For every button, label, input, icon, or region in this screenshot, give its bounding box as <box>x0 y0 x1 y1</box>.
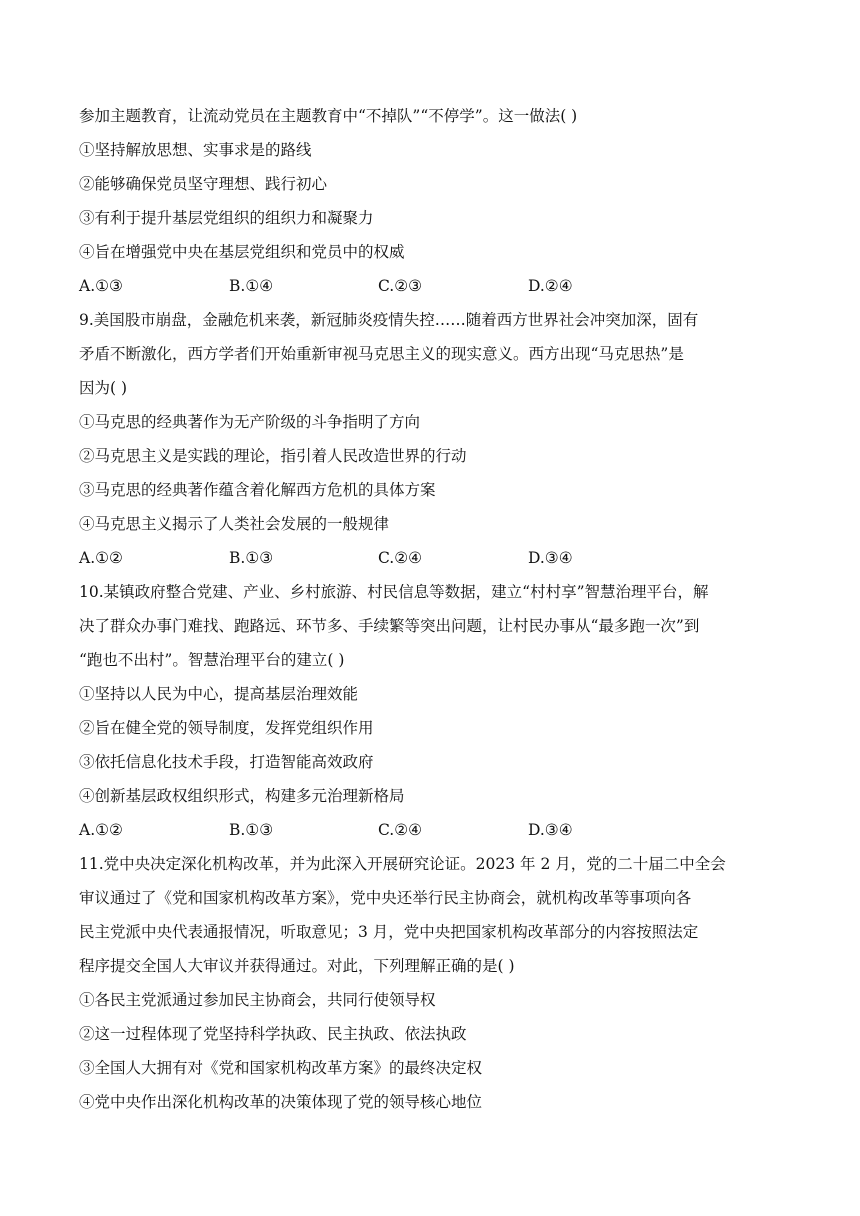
q10-option-2: ②旨在健全党的领导制度，发挥党组织作用 <box>79 719 374 737</box>
choice-d: D.②④ <box>528 277 573 295</box>
q9-option-2: ②马克思主义是实践的理论，指引着人民改造世界的行动 <box>79 447 467 465</box>
choice-a: A.①③ <box>79 277 123 295</box>
q8-stem-tail: 参加主题教育，让流动党员在主题教育中“不掉队”“不停学”。这一做法( ) <box>79 107 578 125</box>
q8-option-2: ②能够确保党员坚守理想、践行初心 <box>79 175 328 193</box>
q8-option-4: ④旨在增强党中央在基层党组织和党员中的权威 <box>79 243 405 261</box>
choice-c: C.②③ <box>378 277 423 295</box>
q11-stem-line-3: 民主党派中央代表通报情况，听取意见；3 月，党中央把国家机构改革部分的内容按照法定 <box>79 923 699 941</box>
q10-option-3: ③依托信息化技术手段，打造智能高效政府 <box>79 753 374 771</box>
q11-option-1: ①各民主党派通过参加民主协商会，共同行使领导权 <box>79 991 436 1009</box>
q8-option-3: ③有利于提升基层党组织的组织力和凝聚力 <box>79 209 374 227</box>
choice-b: B.①③ <box>229 549 274 567</box>
choice-d: D.③④ <box>528 821 573 839</box>
q9-option-4: ④马克思主义揭示了人类社会发展的一般规律 <box>79 515 390 533</box>
q11-stem-line-2: 审议通过了《党和国家机构改革方案》，党中央还举行民主协商会，就机构改革等事项向各 <box>79 889 692 907</box>
q10-option-4: ④创新基层政权组织形式，构建多元治理新格局 <box>79 787 405 805</box>
q11-option-3: ③全国人大拥有对《党和国家机构改革方案》的最终决定权 <box>79 1059 483 1077</box>
choice-a: A.①② <box>79 549 123 567</box>
choice-c: C.②④ <box>378 549 423 567</box>
q10-stem-line-2: 决了群众办事门难找、跑路远、环节多、手续繁等突出问题，让村民办事从“最多跑一次”到 <box>79 617 700 635</box>
q9-stem-line-3: 因为( ) <box>79 379 128 397</box>
choice-b: B.①③ <box>229 821 274 839</box>
q9-stem-line-1: 9.美国股市崩盘，金融危机来袭，新冠肺炎疫情失控……随着西方世界社会冲突加深，固有 <box>79 311 699 329</box>
q10-stem-line-3: “跑也不出村”。智慧治理平台的建立( ) <box>79 651 345 669</box>
choice-b: B.①④ <box>229 277 274 295</box>
q10-stem-line-1: 10.某镇政府整合党建、产业、乡村旅游、村民信息等数据，建立“村村享”智慧治理平台，解 <box>79 583 709 601</box>
q11-stem-line-4: 程序提交全国人大审议并获得通过。对此，下列理解正确的是( ) <box>79 957 515 975</box>
q9-option-1: ①马克思的经典著作为无产阶级的斗争指明了方向 <box>79 413 421 431</box>
q11-option-4: ④党中央作出深化机构改革的决策体现了党的领导核心地位 <box>79 1093 483 1111</box>
choice-a: A.①② <box>79 821 123 839</box>
q11-stem-line-1: 11.党中央决定深化机构改革，并为此深入开展研究论证。2023 年 2 月，党的二十届二中全会 <box>79 855 726 873</box>
q9-option-3: ③马克思的经典著作蕴含着化解西方危机的具体方案 <box>79 481 436 499</box>
choice-d: D.③④ <box>528 549 573 567</box>
q10-option-1: ①坚持以人民为中心，提高基层治理效能 <box>79 685 359 703</box>
q9-stem-line-2: 矛盾不断激化，西方学者们开始重新审视马克思主义的现实意义。西方出现“马克思热”是 <box>79 345 684 363</box>
q11-option-2: ②这一过程体现了党坚持科学执政、民主执政、依法执政 <box>79 1025 467 1043</box>
q8-option-1: ①坚持解放思想、实事求是的路线 <box>79 141 312 159</box>
choice-c: C.②④ <box>378 821 423 839</box>
